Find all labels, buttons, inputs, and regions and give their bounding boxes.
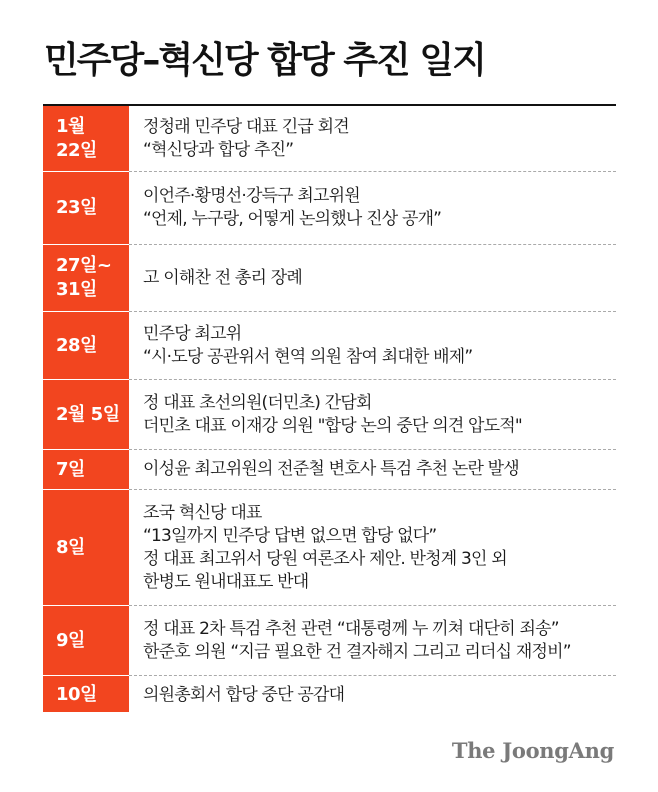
timeline-table xyxy=(43,104,616,712)
row-line: 이언주·황명선·강득구 최고위원 xyxy=(143,186,360,206)
timeline-row xyxy=(43,450,616,489)
row-line: 의원총회서 합당 중단 공감대 xyxy=(143,684,345,705)
row-line: “언제, 누구랑, 어떻게 논의했나 진상 공개” xyxy=(143,209,442,229)
row-line: 더민초 대표 이재강 의원 "합당 논의 중단 의견 압도적" xyxy=(143,415,522,436)
row-date: 2월 5일 xyxy=(56,403,120,425)
row-date: 1월 22일 xyxy=(56,115,97,161)
row-line: 정 대표 최고위서 당원 여론조사 제안. 반청계 3인 외 xyxy=(143,548,507,569)
row-description xyxy=(143,106,616,171)
timeline-row xyxy=(43,245,616,311)
row-date: 23일 xyxy=(56,197,97,218)
row-line: 정 대표 초선의원(더민초) 간담회 xyxy=(143,392,372,413)
row-description xyxy=(143,245,616,311)
row-line: 조국 혁신당 대표 xyxy=(143,502,262,523)
row-line: “혁신당과 합당 추진” xyxy=(143,139,294,160)
timeline-row xyxy=(43,312,616,379)
row-line: 한병도 원내대표도 반대 xyxy=(143,571,309,592)
timeline-row xyxy=(43,606,616,675)
row-description xyxy=(143,312,616,379)
row-date: 28일 xyxy=(56,334,97,356)
row-date: 9일 xyxy=(56,629,85,651)
timeline-row xyxy=(43,490,616,605)
timeline-row xyxy=(43,380,616,449)
row-date: 8일 xyxy=(56,536,85,558)
row-description xyxy=(143,172,616,244)
row-line: 고 이해찬 전 총리 장례 xyxy=(143,267,303,288)
row-description xyxy=(143,606,616,675)
page-title: 민주당–혁신당 합당 추진 일지 xyxy=(44,40,485,81)
row-description xyxy=(143,380,616,449)
row-date: 27일~ 31일 xyxy=(56,255,112,300)
row-description xyxy=(143,490,616,605)
row-description xyxy=(143,450,616,489)
timeline-row xyxy=(43,106,616,171)
row-line: 정청래 민주당 대표 긴급 회견 xyxy=(143,116,349,137)
row-line: 정 대표 2차 특검 추천 관련 “대통령께 누 끼쳐 대단히 죄송” xyxy=(143,618,559,639)
row-date: 10일 xyxy=(56,684,97,705)
row-line: “13일까지 민주당 답변 없으면 합당 없다” xyxy=(143,525,437,546)
timeline-row xyxy=(43,676,616,714)
row-line: 한준호 의원 “지금 필요한 건 결자해지 그리고 리더십 재정비” xyxy=(143,641,571,662)
row-date: 7일 xyxy=(56,458,85,480)
row-line: 이성윤 최고위원의 전준철 변호사 특검 추천 논란 발생 xyxy=(143,459,519,479)
publisher-logo: The JoongAng xyxy=(451,738,614,763)
timeline-row xyxy=(43,172,616,244)
row-line: “시·도당 공관위서 현역 의원 참여 최대한 배제” xyxy=(143,346,473,367)
row-description xyxy=(143,676,616,714)
row-line: 민주당 최고위 xyxy=(143,323,242,344)
